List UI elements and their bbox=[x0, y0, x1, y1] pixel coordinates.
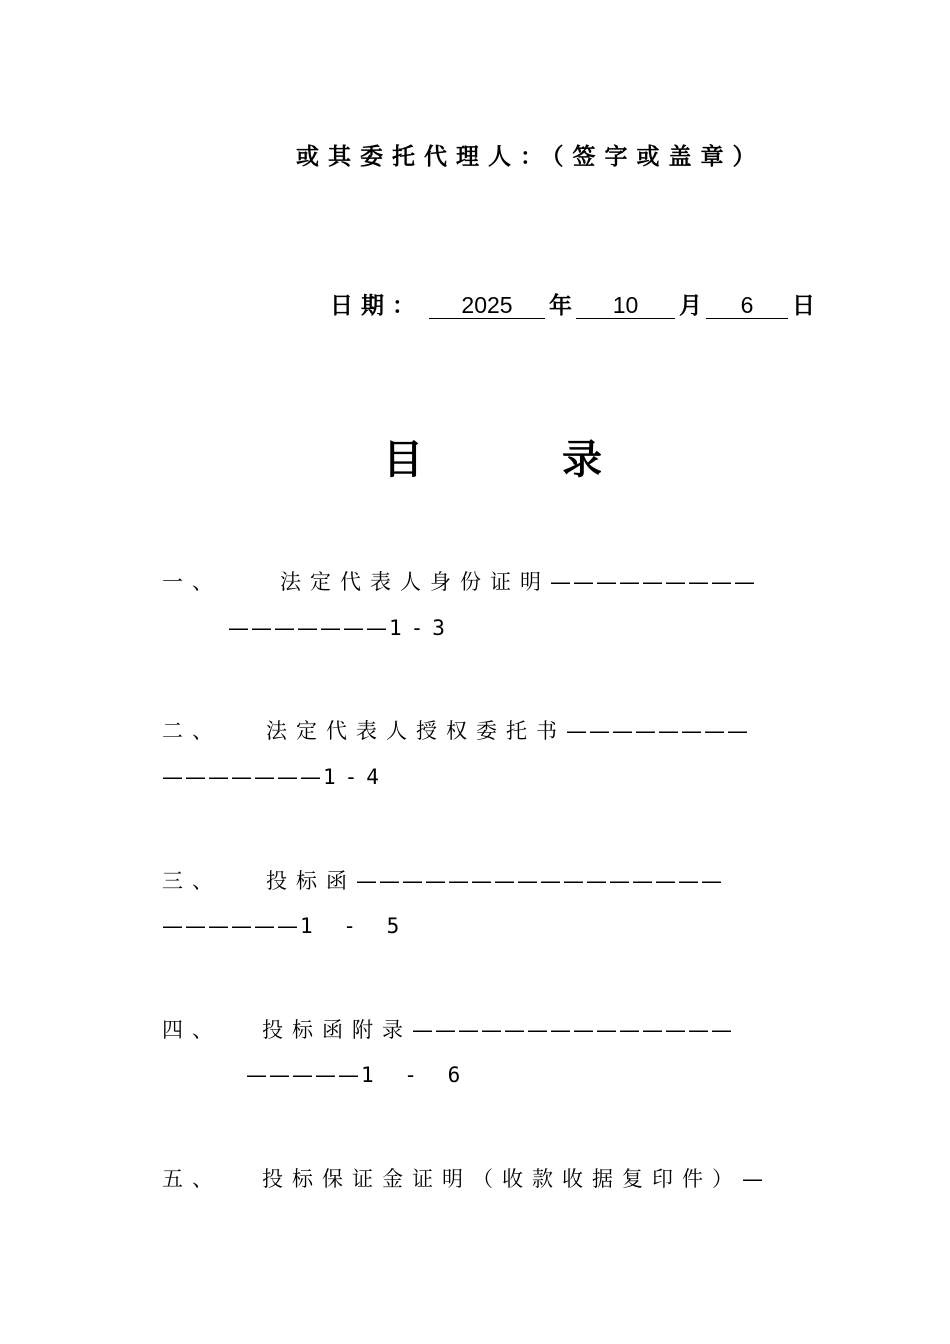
date-label: 日期： bbox=[330, 293, 423, 319]
toc-entry-3-line1 bbox=[162, 865, 724, 895]
date-day-field: 6 bbox=[706, 292, 788, 319]
toc-entry-4-title: 投标函附录 bbox=[262, 1018, 412, 1042]
toc-entry-4-line1 bbox=[162, 1014, 734, 1044]
date-year-field: 2025 bbox=[429, 292, 545, 319]
toc-entry-3-line2 bbox=[162, 914, 408, 938]
toc-entry-2-dashes: ———————— bbox=[566, 719, 750, 743]
toc-entry-1-title: 法定代表人身份证明 bbox=[280, 570, 550, 594]
toc-entry-3-dashes: ———————————————— bbox=[356, 869, 724, 893]
toc-entry-3-dashes-cont: —————— bbox=[162, 914, 300, 938]
toc-entry-5-line1 bbox=[162, 1163, 765, 1193]
toc-entry-2-line1 bbox=[162, 715, 750, 745]
toc-entry-1-page: 1-3 bbox=[389, 616, 454, 640]
toc-entry-4-dashes: —————————————— bbox=[412, 1018, 734, 1042]
toc-entry-1-line1 bbox=[162, 566, 757, 596]
date-month-unit: 月 bbox=[679, 293, 702, 319]
toc-entry-2-number: 二、 bbox=[162, 719, 222, 743]
toc-title-left: 目 bbox=[383, 437, 423, 483]
toc-entry-5-number: 五、 bbox=[162, 1167, 222, 1191]
toc-entry-4-dashes-cont: ————— bbox=[246, 1063, 361, 1087]
toc-title-right: 录 bbox=[562, 437, 602, 483]
date-day-unit: 日 bbox=[792, 293, 815, 319]
toc-entry-2-page: 1-4 bbox=[323, 765, 388, 789]
toc-entry-3-number: 三、 bbox=[162, 869, 222, 893]
toc-entry-4-number: 四、 bbox=[162, 1018, 222, 1042]
toc-entry-2-line2 bbox=[162, 765, 388, 789]
toc-entry-3-title: 投标函 bbox=[266, 869, 356, 893]
toc-entry-1-number: 一、 bbox=[162, 570, 222, 594]
date-line bbox=[330, 287, 815, 320]
date-month-field: 10 bbox=[576, 292, 675, 319]
toc-entry-1-dashes-cont: ——————— bbox=[228, 616, 389, 640]
toc-entry-1-dashes: ————————— bbox=[550, 570, 757, 594]
toc-entry-3-page: 1 - 5 bbox=[300, 914, 409, 938]
toc-entry-4-page: 1 - 6 bbox=[361, 1063, 470, 1087]
toc-entry-1-line2 bbox=[228, 616, 454, 640]
toc-entry-2-title: 法定代表人授权委托书 bbox=[266, 719, 566, 743]
toc-entry-4-line2 bbox=[246, 1063, 469, 1087]
date-year-unit: 年 bbox=[549, 293, 572, 319]
toc-entry-5-title: 投标保证金证明（收款收据复印件） bbox=[262, 1167, 742, 1191]
toc-entry-2-dashes-cont: ——————— bbox=[162, 765, 323, 789]
agent-signature-label: 或其委托代理人：（签字或盖章） bbox=[296, 144, 765, 170]
toc-entry-5-dashes: — bbox=[742, 1167, 765, 1191]
